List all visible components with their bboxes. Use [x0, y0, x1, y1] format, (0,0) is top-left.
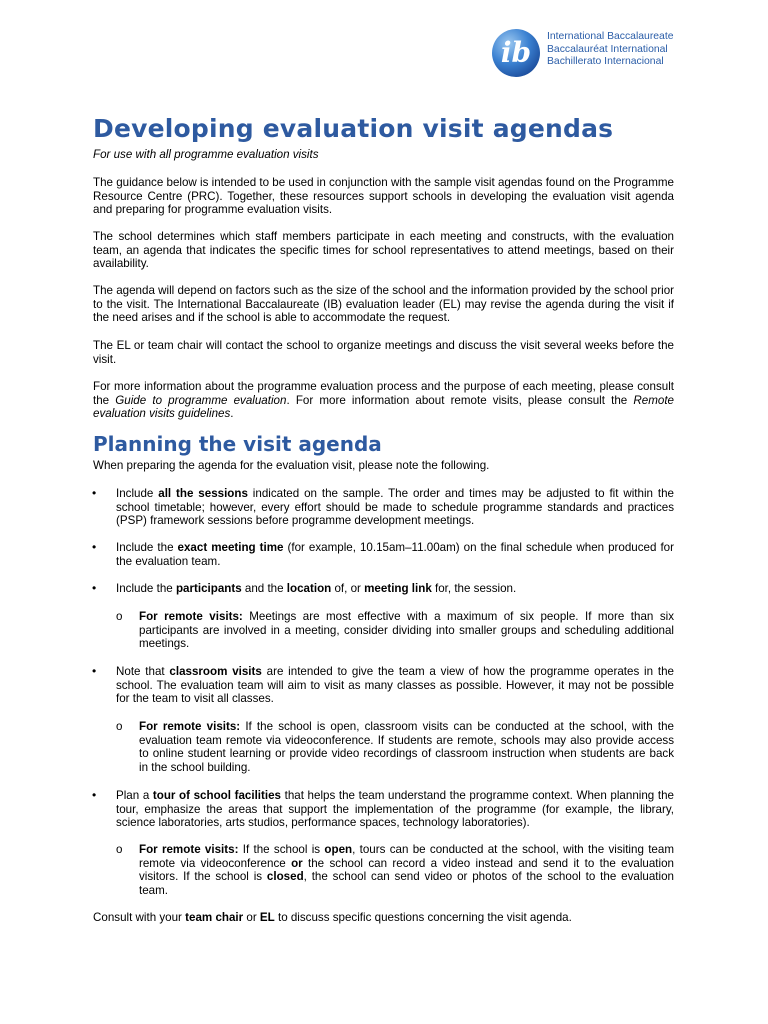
closing-text-part: to discuss specific questions concerning the visit agenda. — [274, 911, 572, 924]
intro-paragraph-4: The EL or team chair will contact the school to organize meetings and discuss the visit several weeks before the visit. — [93, 339, 674, 366]
sub-bullet-marker: o — [116, 720, 123, 733]
sub-bullet-remote-tours — [139, 843, 674, 897]
bullet-emphasis: tour of school facilities — [152, 789, 281, 802]
bullet-meeting-time — [116, 541, 674, 568]
closing-paragraph — [93, 911, 674, 925]
section-heading: Planning the visit agenda — [93, 432, 382, 456]
closing-text-part: or — [243, 911, 260, 924]
bullet-text-part: of, or — [331, 582, 365, 595]
bullet-marker: • — [92, 788, 97, 802]
intro-paragraph-5 — [93, 380, 674, 421]
sub-bullet-remote-meetings — [139, 610, 674, 651]
ib-logo-wordmark — [547, 31, 674, 69]
p5-text-3: . — [230, 407, 234, 421]
intro-paragraph-1: The guidance below is intended to be used in conjunction with the sample visit agendas found on the Programme Resource Centre (PRC). Together, these resources support schools in developing the evaluation visit agenda and preparing for programme evaluation visits. — [93, 176, 674, 217]
intro-paragraph-3: The agenda will depend on factors such as the size of the school and the information provided by the school prior to the visit. The International Baccalaureate (IB) evaluation leader (EL) may revise the agenda during the visit if the need arises and if the school is able to accommodate the request. — [93, 284, 674, 325]
bullet-text-part: If the school is open, classroom visits can be conducted at the school, with the evaluation team remote via videoconference. If students are remote, schools may also provide access to online student learning or provide video recordings of classroom instruction when students are back in the school building. — [139, 720, 674, 774]
bullet-all-sessions — [116, 487, 674, 528]
bullet-marker: • — [92, 540, 97, 554]
bullet-emphasis: all the sessions — [158, 487, 248, 500]
bullet-text-part: indicated on the sample. The order and times may be adjusted to fit within the school timetable; however, every effort should be made to schedule programme standards and practices (PSP) framework sessions before programme development meetings. — [116, 487, 674, 528]
bullet-text-part: If the school is — [238, 843, 325, 856]
bullet-text-part: Note that — [116, 665, 170, 678]
bullet-emphasis: classroom visits — [169, 665, 262, 678]
ib-globe-icon — [490, 27, 542, 79]
bullet-text-part: Plan a — [116, 789, 153, 802]
bullet-marker: • — [92, 664, 97, 678]
sub-bullet-marker: o — [116, 610, 123, 623]
section-lead: When preparing the agenda for the evaluation visit, please note the following. — [93, 459, 490, 472]
bullet-text-part: that helps the team understand the programme context. When planning the tour, emphasize the areas that support the implementation of the programme (for example, the library, science laboratories, arts studios, performance spaces, technology laboratories). — [116, 789, 674, 830]
bullet-text-part: are intended to give the team a view of how the programme operates in the school. The evaluation team will aim to visit as many classes as possible. However, it may not be possible for the team to visit all classes. — [116, 665, 674, 706]
bullet-text-part: Include the — [116, 582, 176, 595]
closing-text-part: Consult with your — [93, 911, 186, 924]
bullet-participants — [116, 582, 674, 596]
bullet-emphasis: meeting link — [364, 582, 432, 595]
bullet-text-part: the school can record a video instead and send it to the evaluation visitors. If the school is — [139, 856, 674, 884]
page-subtitle: For use with all programme evaluation visits — [93, 148, 319, 161]
bullet-emphasis: For remote visits: — [139, 843, 239, 856]
p5-text: For more information about the programme evaluation process and the purpose of each meeting, please consult the — [93, 380, 674, 407]
bullet-marker: • — [92, 581, 97, 595]
bullet-emphasis: location — [286, 582, 332, 595]
guide-title-ref: Guide to programme evaluation — [115, 393, 287, 407]
bullet-text-part: for, the session. — [431, 582, 517, 595]
p5-text-2: . For more information about remote visits, please consult the — [286, 393, 634, 407]
bullet-emphasis: exact meeting time — [177, 541, 284, 554]
page-title: Developing evaluation visit agendas — [93, 114, 614, 143]
bullet-emphasis: For remote visits: — [139, 610, 243, 623]
bullet-emphasis: open — [324, 843, 353, 856]
bullet-classroom-visits — [116, 665, 674, 706]
bullet-text-part: Include the — [116, 541, 178, 554]
bullet-marker: • — [92, 486, 97, 500]
intro-paragraph-2: The school determines which staff members participate in each meeting and constructs, with the evaluation team, an agenda that indicates the specific times for school representatives to attend meetings, based on their availability. — [93, 230, 674, 271]
sub-bullet-remote-classrooms — [139, 720, 674, 774]
bullet-text-part: and the — [241, 582, 287, 595]
bullet-emphasis: participants — [175, 582, 242, 595]
bullet-text-part: Include — [116, 487, 159, 500]
bullet-tour-facilities — [116, 789, 674, 830]
bullet-emphasis: For remote visits: — [139, 720, 241, 733]
logo-line-fr: Baccalauréat International — [547, 43, 668, 55]
bullet-text-part: (for example, 10.15am–11.00am) on the final schedule when produced for the evaluation team. — [116, 541, 674, 568]
ib-logo — [490, 27, 680, 79]
logo-line-es: Bachillerato Internacional — [547, 56, 664, 68]
closing-emphasis: EL — [259, 911, 275, 924]
bullet-text-part: Meetings are most effective with a maximum of six people. If more than six participants are involved in a meeting, consider dividing into smaller groups and scheduling additional meetings. — [139, 610, 674, 651]
sub-bullet-marker: o — [116, 843, 123, 856]
bullet-emphasis: or — [291, 856, 303, 870]
logo-line-en: International Baccalaureate — [547, 31, 674, 42]
closing-emphasis: team chair — [185, 911, 244, 924]
remote-guidelines-ref: Remote evaluation visits guidelines — [93, 393, 674, 421]
bullet-emphasis: closed — [266, 870, 304, 884]
bullet-text-part: , the school can send video or photos of the school to the evaluation team. — [139, 870, 674, 897]
bullet-text-part: , tours can be conducted at the school, with the visiting team remote via videoconference — [139, 843, 674, 870]
ib-mark-text: ib — [500, 36, 532, 69]
